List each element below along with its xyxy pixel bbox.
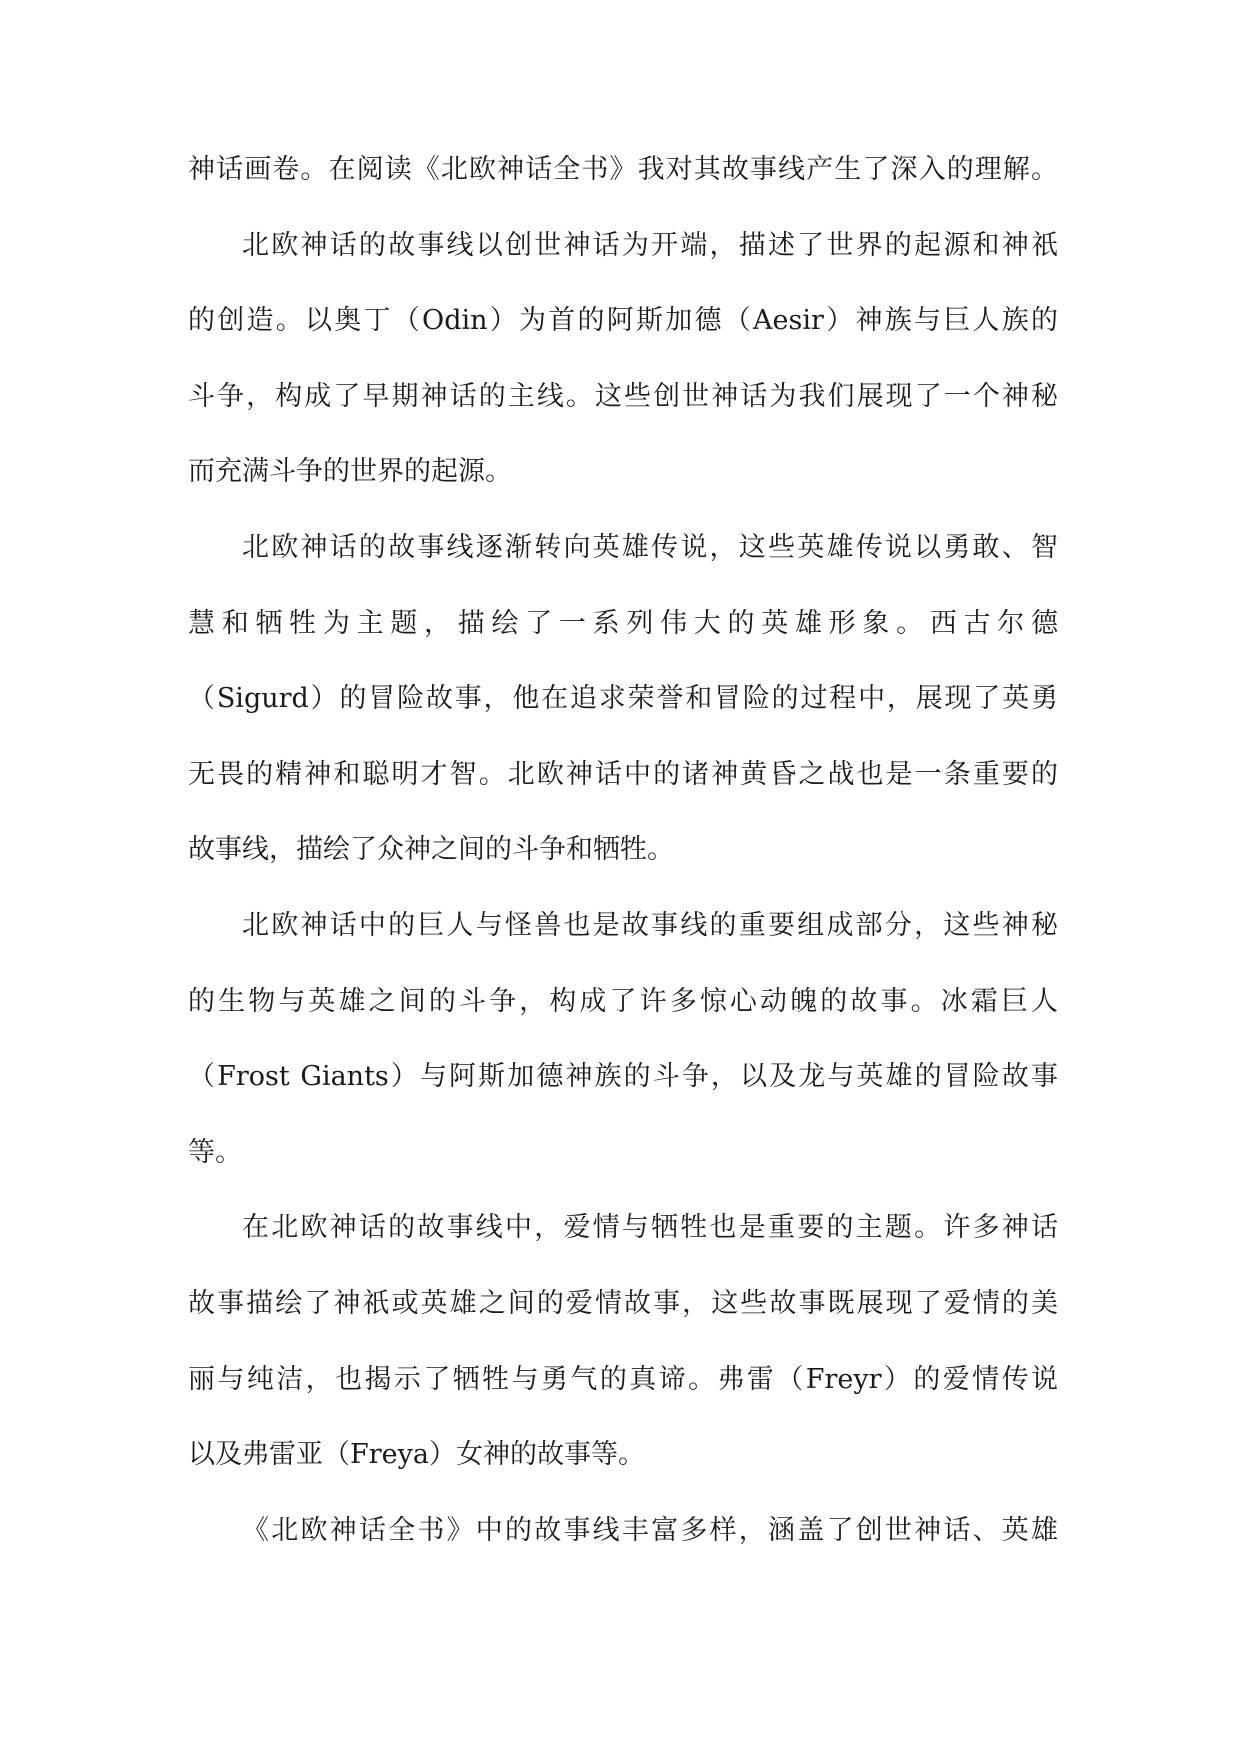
body-text <box>188 142 1058 1578</box>
text-line: 神话画卷。在阅读《北欧神话全书》我对其故事线产生了深入的理解。 <box>188 154 1058 185</box>
text-line: 故事描绘了神祇或英雄之间的爱情故事，这些故事既展现了爱情的美 <box>188 1287 1058 1319</box>
text-line: （Sigurd）的冒险故事，他在追求荣誉和冒险的过程中，展现了英勇 <box>188 683 1058 715</box>
text-line: 的生物与英雄之间的斗争，构成了许多惊心动魄的故事。冰霜巨人 <box>188 985 1058 1017</box>
paragraph-start-line: 《北欧神话全书》中的故事线丰富多样，涵盖了创世神话、英雄 <box>242 1514 1058 1546</box>
paragraph-start-line: 北欧神话中的巨人与怪兽也是故事线的重要组成部分，这些神秘 <box>242 909 1058 941</box>
text-line: 丽与纯洁，也揭示了牺牲与勇气的真谛。弗雷（Freyr）的爱情传说 <box>188 1363 1058 1395</box>
paragraph-start-line: 北欧神话的故事线以创世神话为开端，描述了世界的起源和神祇 <box>242 229 1058 261</box>
text-line: 无畏的精神和聪明才智。北欧神话中的诸神黄昏之战也是一条重要的 <box>188 758 1058 790</box>
paragraph-start-line: 北欧神话的故事线逐渐转向英雄传说，这些英雄传说以勇敢、智 <box>242 531 1058 563</box>
paragraph-end-line: 而充满斗争的世界的起源。 <box>188 456 512 488</box>
paragraph-end-line: 故事线，描绘了众神之间的斗争和牺牲。 <box>188 834 674 866</box>
text-line: （Frost Giants）与阿斯加德神族的斗争，以及龙与英雄的冒险故事 <box>188 1061 1058 1093</box>
text-line: 斗争，构成了早期神话的主线。这些创世神话为我们展现了一个神秘 <box>188 380 1058 412</box>
paragraph-start-line: 在北欧神话的故事线中，爱情与牺牲也是重要的主题。许多神话 <box>242 1212 1058 1244</box>
paragraph-end-line: 以及弗雷亚（Freya）女神的故事等。 <box>188 1439 645 1471</box>
text-line: 慧和牺牲为主题，描绘了一系列伟大的英雄形象。西古尔德 <box>188 607 1058 639</box>
text-line: 的创造。以奥丁（Odin）为首的阿斯加德（Aesir）神族与巨人族的 <box>188 305 1058 337</box>
paragraph-end-line: 等。 <box>188 1136 242 1168</box>
